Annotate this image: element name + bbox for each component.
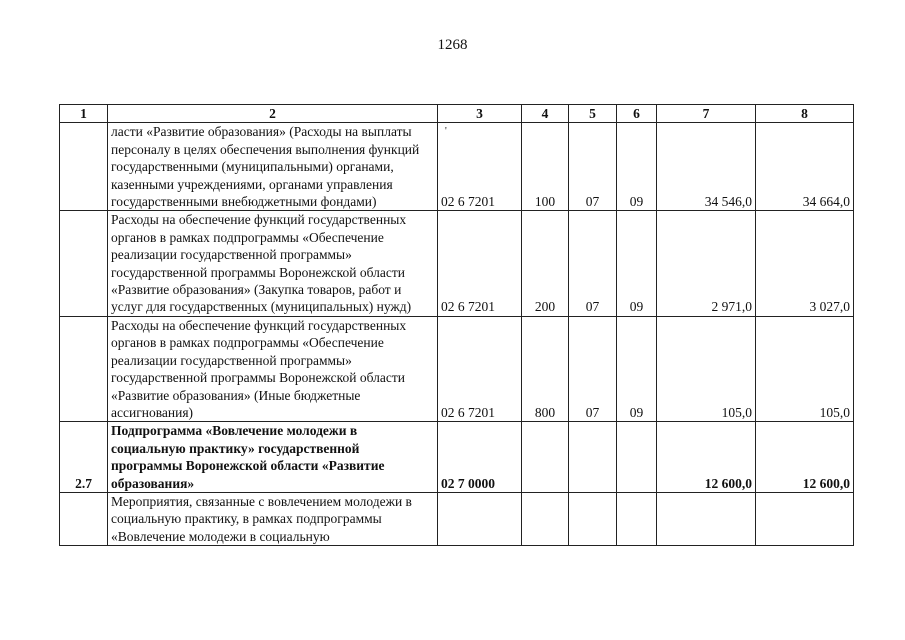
row-sum-1 bbox=[657, 492, 756, 545]
col-header-2: 2 bbox=[108, 105, 438, 123]
row-rz bbox=[569, 492, 617, 545]
stray-mark: ' bbox=[445, 126, 447, 137]
row-pr bbox=[617, 422, 657, 493]
row-index bbox=[60, 123, 108, 211]
col-header-4: 4 bbox=[522, 105, 569, 123]
row-vr: 800 bbox=[522, 316, 569, 421]
row-vr: 200 bbox=[522, 211, 569, 316]
row-pr bbox=[617, 492, 657, 545]
row-sum-2: 3 027,0 bbox=[756, 211, 854, 316]
col-header-5: 5 bbox=[569, 105, 617, 123]
row-sum-1: 34 546,0 bbox=[657, 123, 756, 211]
row-sum-2 bbox=[756, 492, 854, 545]
budget-table bbox=[59, 104, 854, 546]
row-rz: 07 bbox=[569, 211, 617, 316]
row-pr: 09 bbox=[617, 316, 657, 421]
row-sum-1: 2 971,0 bbox=[657, 211, 756, 316]
row-index: 2.7 bbox=[60, 422, 108, 493]
row-rz: 07 bbox=[569, 316, 617, 421]
row-index bbox=[60, 211, 108, 316]
row-sum-1: 105,0 bbox=[657, 316, 756, 421]
col-header-7: 7 bbox=[657, 105, 756, 123]
row-description: Расходы на обеспечение функций государственных органов в рамках подпрограммы «Обеспечение реализации государственной программы» государственной программы Воронежской области «Развитие образования» (Иные бюджетные ассигнования) bbox=[108, 316, 438, 421]
row-description: Подпрограмма «Вовлечение молодежи в социальную практику» государственной программы Воронежской области «Развитие образования» bbox=[108, 422, 438, 493]
col-header-8: 8 bbox=[756, 105, 854, 123]
row-code: 02 6 7201 bbox=[438, 123, 522, 211]
row-description: Расходы на обеспечение функций государственных органов в рамках подпрограммы «Обеспечение реализации государственной программы» государственной программы Воронежской области «Развитие образования» (Закупка товаров, работ и услуг для государственных (муниципальных) нужд) bbox=[108, 211, 438, 316]
table-row-subprogram bbox=[60, 422, 854, 493]
row-pr: 09 bbox=[617, 123, 657, 211]
table-row bbox=[60, 123, 854, 211]
row-sum-1: 12 600,0 bbox=[657, 422, 756, 493]
row-rz: 07 bbox=[569, 123, 617, 211]
table-row bbox=[60, 492, 854, 545]
row-pr: 09 bbox=[617, 211, 657, 316]
row-code: 02 6 7201 bbox=[438, 211, 522, 316]
row-index bbox=[60, 316, 108, 421]
row-sum-2: 12 600,0 bbox=[756, 422, 854, 493]
table-row bbox=[60, 316, 854, 421]
row-vr bbox=[522, 422, 569, 493]
col-header-1: 1 bbox=[60, 105, 108, 123]
row-index bbox=[60, 492, 108, 545]
row-code: 02 7 0000 bbox=[438, 422, 522, 493]
row-vr: 100 bbox=[522, 123, 569, 211]
row-sum-2: 34 664,0 bbox=[756, 123, 854, 211]
row-code bbox=[438, 492, 522, 545]
page-number: 1268 bbox=[437, 37, 468, 53]
col-header-3: 3 bbox=[438, 105, 522, 123]
row-description: ласти «Развитие образования» (Расходы на выплаты персоналу в целях обеспечения выполнения функций государственными (муниципальными) органами, казенными учреждениями, органами управления государственными внебюджетными фондами) bbox=[108, 123, 438, 211]
table-row bbox=[60, 211, 854, 316]
row-code: 02 6 7201 bbox=[438, 316, 522, 421]
header-row bbox=[60, 105, 854, 123]
row-description: Мероприятия, связанные с вовлечением молодежи в социальную практику, в рамках подпрограммы «Вовлечение молодежи в социальную bbox=[108, 492, 438, 545]
row-sum-2: 105,0 bbox=[756, 316, 854, 421]
col-header-6: 6 bbox=[617, 105, 657, 123]
row-vr bbox=[522, 492, 569, 545]
row-rz bbox=[569, 422, 617, 493]
